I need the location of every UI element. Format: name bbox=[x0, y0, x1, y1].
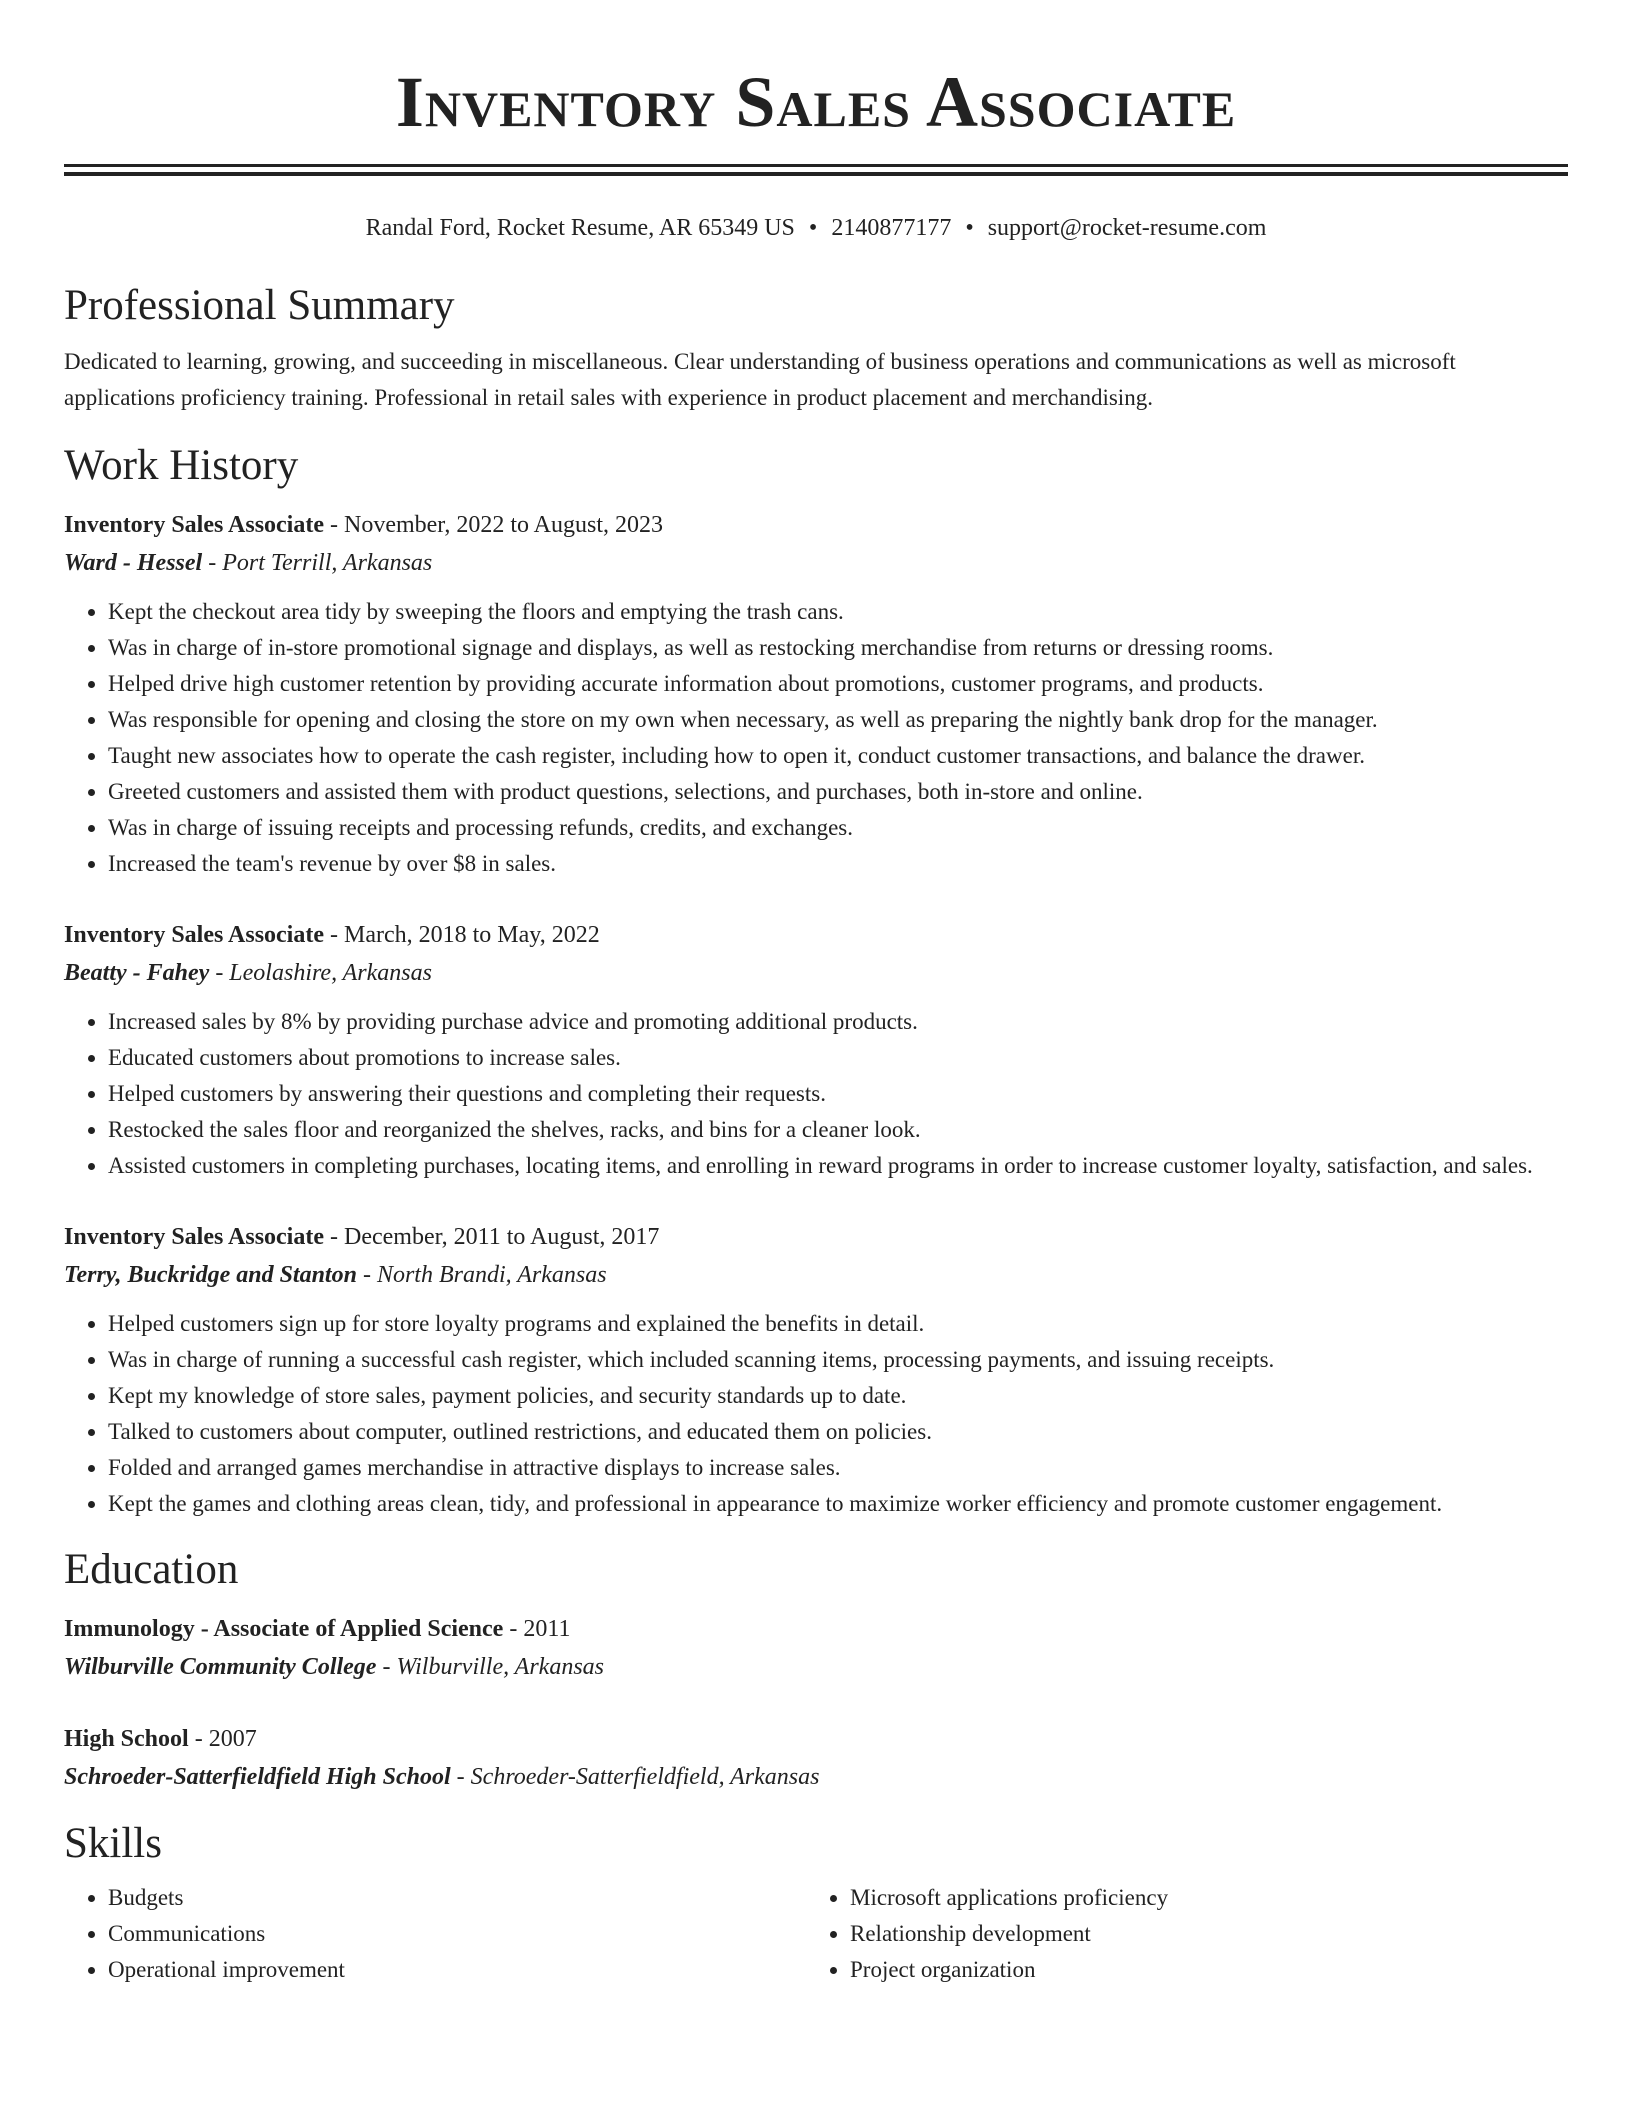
job-location: - Port Terrill, Arkansas bbox=[202, 550, 433, 576]
skills-column-right bbox=[806, 1880, 1548, 1988]
contact-email: support@rocket-resume.com bbox=[987, 215, 1267, 241]
contact-phone: 2140877177 bbox=[831, 215, 952, 241]
education-entry bbox=[64, 1720, 1568, 1796]
skill-item: • Communications bbox=[108, 1916, 806, 1952]
contact-separator: • bbox=[965, 215, 974, 241]
job-title: Inventory Sales Associate bbox=[64, 512, 324, 538]
job-company-line bbox=[64, 954, 1568, 992]
job-bullet: • Increased the team's revenue by over $8 in sales. bbox=[108, 846, 1568, 882]
education-degree-line bbox=[64, 1610, 1568, 1648]
skills-section bbox=[64, 1818, 1568, 1988]
skills-grid bbox=[64, 1880, 1568, 1988]
job-bullet: • Was responsible for opening and closing the store on my own when necessary, as well as preparing the nightly bank drop for the manager. bbox=[108, 702, 1568, 738]
header-divider-top bbox=[64, 164, 1568, 172]
education-year: - 2011 bbox=[503, 1616, 571, 1642]
skill-item: • Project organization bbox=[850, 1952, 1548, 1988]
job-dates: - March, 2018 to May, 2022 bbox=[324, 922, 600, 948]
skills-column-left bbox=[64, 1880, 806, 1988]
contact-line bbox=[64, 212, 1568, 244]
job-entry bbox=[64, 1218, 1568, 1522]
job-bullet: • Was in charge of in-store promotional signage and displays, as well as restocking merchandise from returns or dressing rooms. bbox=[108, 630, 1568, 666]
education-degree: Immunology - Associate of Applied Science bbox=[64, 1616, 504, 1642]
education-entry bbox=[64, 1610, 1568, 1686]
job-title: Inventory Sales Associate bbox=[64, 922, 324, 948]
job-bullet: • Greeted customers and assisted them with product questions, selections, and purchases, both in-store and online. bbox=[108, 774, 1568, 810]
job-company-line bbox=[64, 1256, 1568, 1294]
job-bullet: • Talked to customers about computer, outlined restrictions, and educated them on policies. bbox=[108, 1414, 1568, 1450]
summary-section bbox=[64, 280, 1568, 416]
job-company-line bbox=[64, 544, 1568, 582]
education-school-line bbox=[64, 1758, 1568, 1796]
job-dates: - December, 2011 to August, 2017 bbox=[324, 1224, 660, 1250]
job-entry bbox=[64, 916, 1568, 1184]
job-bullet: • Taught new associates how to operate the cash register, including how to open it, conduct customer transactions, and balance the drawer. bbox=[108, 738, 1568, 774]
job-bullet: • Folded and arranged games merchandise in attractive displays to increase sales. bbox=[108, 1450, 1568, 1486]
job-bullet: • Was in charge of issuing receipts and processing refunds, credits, and exchanges. bbox=[108, 810, 1568, 846]
skill-item: • Microsoft applications proficiency bbox=[850, 1880, 1548, 1916]
job-title: Inventory Sales Associate bbox=[64, 1224, 324, 1250]
education-school-line bbox=[64, 1648, 1568, 1686]
job-bullets bbox=[64, 1004, 1568, 1184]
skills-heading: Skills bbox=[64, 1820, 162, 1867]
job-location: - North Brandi, Arkansas bbox=[356, 1262, 607, 1288]
job-company: Beatty - Fahey bbox=[64, 960, 210, 986]
job-company: Terry, Buckridge and Stanton bbox=[64, 1262, 357, 1288]
job-bullet: • Was in charge of running a successful cash register, which included scanning items, processing payments, and issuing receipts. bbox=[108, 1342, 1568, 1378]
job-bullet: • Helped customers by answering their questions and completing their requests. bbox=[108, 1076, 1568, 1112]
header-divider-bottom bbox=[64, 172, 1568, 176]
education-degree-line bbox=[64, 1720, 1568, 1758]
job-bullets bbox=[64, 594, 1568, 882]
job-bullet: • Kept the checkout area tidy by sweeping the floors and emptying the trash cans. bbox=[108, 594, 1568, 630]
job-bullet: • Kept the games and clothing areas clean, tidy, and professional in appearance to maximize worker efficiency and promote customer engagement. bbox=[108, 1486, 1568, 1522]
job-title-line bbox=[64, 506, 1568, 544]
summary-heading: Professional Summary bbox=[64, 282, 455, 329]
job-location: - Leolashire, Arkansas bbox=[209, 960, 432, 986]
job-bullet: • Helped drive high customer retention by providing accurate information about promotions, customer programs, and products. bbox=[108, 666, 1568, 702]
education-location: - Wilburville, Arkansas bbox=[376, 1654, 605, 1680]
summary-text: Dedicated to learning, growing, and succeeding in miscellaneous. Clear understanding of business operations and communications as well as microsoft applications proficiency training. Professional in retail sales with experience in product placement and merchandising. bbox=[64, 349, 1456, 410]
education-school: Schroeder-Satterfieldfield High School bbox=[64, 1764, 451, 1790]
job-company: Ward - Hessel bbox=[64, 550, 203, 576]
contact-separator: • bbox=[808, 215, 818, 241]
job-bullets bbox=[64, 1306, 1568, 1522]
skill-item: • Budgets bbox=[108, 1880, 806, 1916]
skill-item: • Relationship development bbox=[850, 1916, 1548, 1952]
job-entry bbox=[64, 506, 1568, 882]
work-history-heading: Work History bbox=[64, 442, 299, 489]
job-bullet: • Helped customers sign up for store loyalty programs and explained the benefits in detail. bbox=[108, 1306, 1568, 1342]
job-bullet: • Restocked the sales floor and reorganized the shelves, racks, and bins for a cleaner look. bbox=[108, 1112, 1568, 1148]
job-title-line bbox=[64, 1218, 1568, 1256]
job-dates: - November, 2022 to August, 2023 bbox=[324, 512, 664, 538]
candidate-name-title: Inventory Sales Associate bbox=[395, 62, 1237, 142]
skill-item: • Operational improvement bbox=[108, 1952, 806, 1988]
work-history-section bbox=[64, 440, 1568, 1522]
job-title-line bbox=[64, 916, 1568, 954]
education-location: - Schroeder-Satterfieldfield, Arkansas bbox=[450, 1764, 820, 1790]
education-heading: Education bbox=[64, 1546, 239, 1593]
job-bullet: • Kept my knowledge of store sales, payment policies, and security standards up to date. bbox=[108, 1378, 1568, 1414]
education-school: Wilburville Community College bbox=[64, 1654, 377, 1680]
contact-address: Randal Ford, Rocket Resume, AR 65349 US bbox=[365, 215, 795, 241]
job-bullet: • Increased sales by 8% by providing purchase advice and promoting additional products. bbox=[108, 1004, 1568, 1040]
education-section bbox=[64, 1544, 1568, 1796]
job-bullet: • Assisted customers in completing purchases, locating items, and enrolling in reward programs in order to increase customer loyalty, satisfaction, and sales. bbox=[108, 1148, 1568, 1184]
job-bullet: • Educated customers about promotions to increase sales. bbox=[108, 1040, 1568, 1076]
education-degree: High School bbox=[64, 1726, 189, 1752]
education-year: - 2007 bbox=[188, 1726, 257, 1752]
